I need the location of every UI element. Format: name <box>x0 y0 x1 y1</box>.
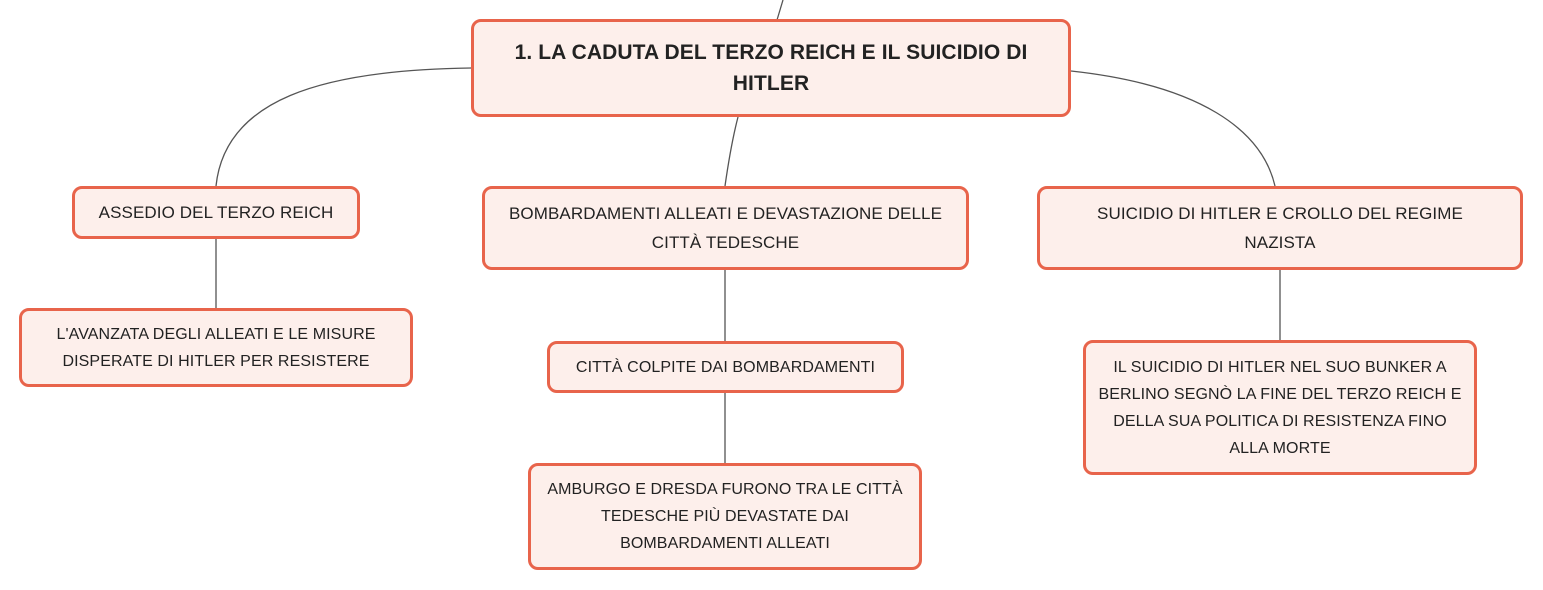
branch-siege-label: ASSEDIO DEL TERZO REICH <box>98 203 334 222</box>
branch-bombing[interactable] <box>482 186 969 270</box>
root-topic[interactable] <box>471 19 1071 117</box>
branch-suicide[interactable] <box>1037 186 1523 270</box>
subtopic-allied-advance[interactable] <box>19 308 413 387</box>
subtopic-bombed-cities-label: CITTÀ COLPITE DAI BOMBARDAMENTI <box>575 358 876 376</box>
branch-bombing-label: BOMBARDAMENTI ALLEATI E DEVASTAZIONE DELLE CITTÀ TEDESCHE <box>508 204 943 252</box>
root-topic-label: 1. LA CADUTA DEL TERZO REICH E IL SUICIDIO DI HITLER <box>514 41 1028 95</box>
branch-suicide-label: SUICIDIO DI HITLER E CROLLO DEL REGIME NAZISTA <box>1097 204 1463 252</box>
subtopic-bunker-suicide-label: IL SUICIDIO DI HITLER NEL SUO BUNKER A BERLINO SEGNÒ LA FINE DEL TERZO REICH E DELLA SUA POLITICA DI RESISTENZA FINO ALLA MORTE <box>1098 358 1462 457</box>
branch-siege[interactable] <box>72 186 360 239</box>
connector-root-to-branch-suicide <box>1071 71 1275 186</box>
subtopic-hamburg-dresden-label: AMBURGO E DRESDA FURONO TRA LE CITTÀ TEDESCHE PIÙ DEVASTATE DAI BOMBARDAMENTI ALLEATI <box>547 481 903 552</box>
subtopic-allied-advance-label: L'AVANZATA DEGLI ALLEATI E LE MISURE DISPERATE DI HITLER PER RESISTERE <box>56 325 376 370</box>
connector-root-to-branch-siege <box>216 68 471 186</box>
subtopic-bombed-cities[interactable] <box>547 341 904 393</box>
connector-parent-to-root <box>777 0 783 20</box>
connector-root-to-branch-bombing <box>725 117 738 186</box>
subtopic-hamburg-dresden[interactable] <box>528 463 922 570</box>
subtopic-bunker-suicide[interactable] <box>1083 340 1477 475</box>
